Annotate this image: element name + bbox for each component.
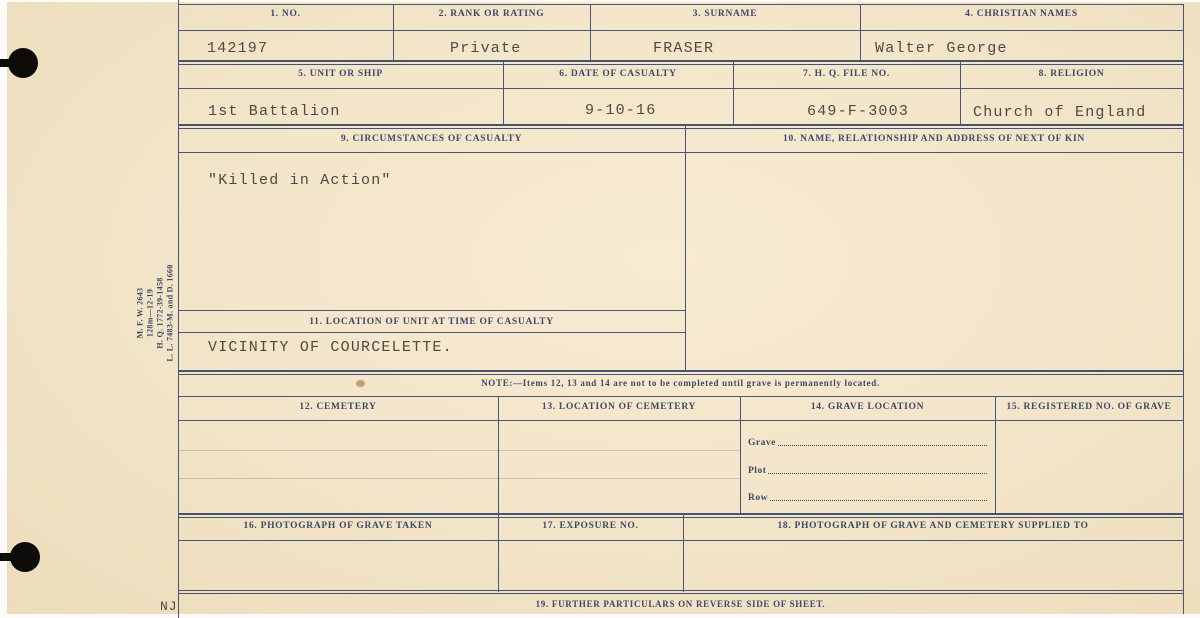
- grid-line: [178, 513, 1183, 518]
- field-6-date-label: 6. DATE OF CASUALTY: [559, 69, 677, 79]
- punch-hole-bottom: [10, 542, 40, 572]
- grid-line: [178, 310, 685, 311]
- field-13-cemetery-location-label: 13. LOCATION OF CEMETERY: [541, 402, 697, 412]
- field-6-date-value: 9-10-16: [585, 102, 657, 119]
- scan-edge-left: [0, 0, 7, 618]
- field-18-photo-supplied-label: 18. PHOTOGRAPH OF GRAVE AND CEMETERY SUPPLIED TO: [777, 521, 1089, 531]
- grid-line: [1183, 4, 1184, 614]
- grid-line: [178, 420, 1183, 421]
- field-11-location-value: VICINITY OF COURCELETTE.: [208, 339, 453, 356]
- field-4-christian-names-value: Walter George: [875, 40, 1008, 57]
- grid-line: [178, 590, 1183, 594]
- grid-line: [178, 124, 1183, 129]
- dotted-leader: [768, 472, 987, 474]
- field-12-cemetery-label: 12. CEMETERY: [299, 402, 377, 412]
- grid-line: [178, 152, 1183, 153]
- field-11-location-label: 11. LOCATION OF UNIT AT TIME OF CASUALTY: [309, 317, 554, 327]
- handwritten-initials: NJ: [160, 599, 178, 614]
- field-16-photo-taken-label: 16. PHOTOGRAPH OF GRAVE TAKEN: [243, 521, 433, 531]
- plot-entry-line: [748, 464, 987, 476]
- row-entry-label: Row: [748, 493, 768, 503]
- plot-entry-label: Plot: [748, 466, 767, 476]
- grid-line: [685, 126, 686, 372]
- form-imprint: [136, 255, 176, 372]
- grid-line: [178, 4, 1183, 5]
- scan-edge-top: [0, 0, 1200, 2]
- field-8-religion-value: Church of England: [973, 104, 1147, 121]
- field-7-hq-file-label: 7. H. Q. FILE NO.: [803, 69, 890, 79]
- field-1-no-value: 142197: [207, 40, 269, 57]
- form-imprint-line: H. Q. 1772-39-1458: [155, 277, 165, 349]
- field-4-christian-names-label: 4. CHRISTIAN NAMES: [965, 9, 1078, 19]
- field-17-exposure-label: 17. EXPOSURE NO.: [542, 521, 639, 531]
- grid-line: [178, 370, 1183, 375]
- scan-edge-bottom: [0, 614, 1200, 618]
- dotted-leader: [778, 444, 987, 446]
- field-10-next-of-kin-label: 10. NAME, RELATIONSHIP AND ADDRESS OF NEXT OF KIN: [783, 134, 1085, 144]
- field-9-circumstances-label: 9. CIRCUMSTANCES OF CASUALTY: [340, 134, 523, 144]
- field-5-unit-value: 1st Battalion: [208, 103, 341, 120]
- grid-line: [178, 30, 1183, 31]
- field-15-registered-no-label: 15. REGISTERED NO. OF GRAVE: [1006, 402, 1172, 412]
- grid-line: [498, 396, 499, 515]
- grid-line: [178, 332, 685, 333]
- grid-line: [995, 396, 996, 515]
- field-7-hq-file-value: 649-F-3003: [807, 103, 910, 120]
- form-imprint-line: L. L. 7483-M. and D. 1660: [165, 264, 175, 362]
- grid-line: [740, 396, 741, 515]
- field-19-label: 19. FURTHER PARTICULARS ON REVERSE SIDE OF SHEET.: [535, 599, 826, 609]
- field-2-rank-label: 2. RANK OR RATING: [438, 9, 545, 19]
- field-8-religion-label: 8. RELIGION: [1038, 69, 1105, 79]
- field-1-no-label: 1. NO.: [270, 9, 301, 19]
- grave-entry-line: [748, 436, 987, 448]
- grid-line: [178, 60, 1183, 65]
- grid-line: [178, 88, 1183, 89]
- grid-line: [178, 478, 740, 479]
- field-2-rank-value: Private: [450, 40, 522, 57]
- field-14-grave-location-label: 14. GRAVE LOCATION: [810, 402, 925, 412]
- dotted-leader: [770, 499, 987, 501]
- punch-hole-top: [8, 48, 38, 78]
- grid-line: [178, 450, 740, 451]
- grave-entry-label: Grave: [748, 438, 776, 448]
- grid-line: [178, 540, 1183, 541]
- row-entry-line: [748, 491, 987, 503]
- field-9-circumstances-value: "Killed in Action": [208, 172, 392, 189]
- field-5-unit-label: 5. UNIT OR SHIP: [298, 69, 383, 79]
- field-3-surname-label: 3. SURNAME: [692, 9, 758, 19]
- form-imprint-line: M. F. W. 2643: [135, 287, 145, 339]
- grid-line: [178, 396, 1183, 397]
- paper-stain: [356, 380, 365, 387]
- note-text: NOTE:—Items 12, 13 and 14 are not to be completed until grave is permanently located.: [481, 378, 880, 388]
- form-imprint-line: 128m—12-19: [145, 288, 155, 338]
- field-3-surname-value: FRASER: [653, 40, 715, 57]
